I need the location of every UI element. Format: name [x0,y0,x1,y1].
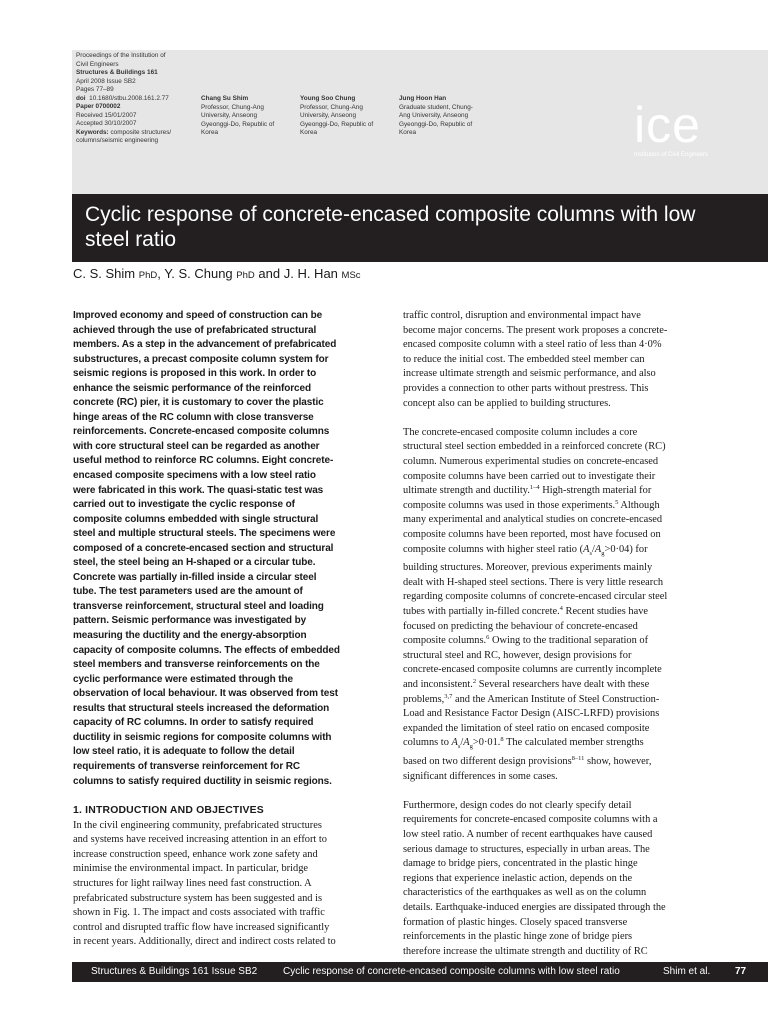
citation[interactable]: 8 [500,736,504,744]
footer-journal: Structures & Buildings 161 Issue SB2 [91,966,258,977]
text-line: steel, the steel being an H-shaped or a circular tube. [73,557,316,569]
keywords-label: Keywords: [76,128,109,136]
proceedings-line: Proceedings of the Institution of [76,52,166,59]
page-footer [72,962,768,982]
text-line: many experimental and analytical studies on concrete-encased [403,514,663,526]
text-line: dealt with H-shaped steel sections. There is very little research [403,576,664,588]
text-line: encased composite column with a steel ratio of less than 4·0% [403,339,662,351]
citation[interactable]: 1–4 [529,484,540,492]
text-line: based on two different design provisions$^{8-11}$ show, however, [403,754,652,767]
author-card [201,95,291,138]
text-line: achieved through the use of prefabricated structural [73,324,317,336]
text-line: steel members and transverse reinforcements on the [73,659,320,671]
text-line: traffic control, disruption and environmental impact have [403,310,641,321]
text-line: composite columns have been reported, most have focused on [403,528,661,540]
intro-paragraph [73,819,385,950]
text-line: Load and Resistance Factor Design (AISC-LRFD) provisions [403,708,660,720]
text-line: significant differences in some cases. [403,770,558,782]
author-affiliation: Korea [300,129,318,136]
text-line: hinge areas of the RC column with close transverse [73,411,314,423]
degree-2: PhD [236,270,255,281]
byline-and: and [258,266,281,281]
author-3: J. H. Han [283,266,338,281]
text-line: building structures. Moreover, previous experiments mainly [403,562,653,574]
text-line: damage to bridge piers, concentrated in the plastic hinge [403,858,638,870]
author-2: Y. S. Chung [164,266,233,281]
text-line: therefore increase the ultimate strength and ductility of RC [403,945,648,957]
text-line: seismic regions is proposed in this work. In order to [73,368,317,380]
text-line: serious damage to structures, especially in urban areas. The [403,843,650,855]
text-line: shown in Fig. 1. The impact and costs associated with traffic [73,907,325,919]
text-line: requirements for concrete-encased composite columns with a [403,814,658,826]
text-line: columns to satisfy required ductility in seismic regions. [73,775,332,787]
text-line: ultimate strength and ductility.$^{1-4}$ High-strength material for [403,484,652,497]
text-line: Improved economy and speed of construction can be [73,310,323,321]
text-line: and systems have received increasing attention in an effort to [73,834,328,846]
title-band [72,194,768,262]
keywords-line: columns/seismic engineering [76,137,159,144]
text-line: with core structural steel can be regarded as another [73,440,320,452]
text-line: low steel ratio. A number of recent earthquakes have caused [403,828,653,840]
citation[interactable]: 3,7 [444,692,453,700]
citation[interactable]: 5 [615,498,619,506]
text-line: and inconsistent.$^2$ Several researchers have dealt with these [403,677,650,690]
citation[interactable]: 2 [472,677,477,685]
text-line: composite columns with higher steel ratio $(A_s/A_g>0\cdot 04)$ for [403,543,648,557]
text-line: tubes with partially in-filled concrete.$^4$ Recent studies have [403,604,649,617]
text-line: members. As a step in the advancement of prefabricated [73,339,337,351]
text-line: measuring the ductility and the energy-absorption [73,630,307,642]
author-affiliation: University, Anseong [201,112,258,119]
body-paragraph [403,426,713,784]
text-line: Furthermore, design codes do not clearly specify detail [403,799,632,811]
paper-number: Paper 0700002 [76,103,121,110]
text-line: carried out to investigate the cyclic response of [73,499,295,511]
text-line: focused on predicting the behaviour of concrete-encased [403,620,638,632]
text-line: encased composite specimens with a low steel ratio [73,470,316,482]
byline: C. S. Shim PhD, Y. S. Chung PhD and J. H. Han MSc [73,266,361,281]
author-name: Young Soo Chung [300,95,356,102]
author-affiliation: Gyeonggi-Do, Republic of [300,120,374,128]
text-line: low steel ratio, it is adequate to follow the detail [73,746,295,758]
text-line: requirements of transverse reinforcement for RC [73,760,301,772]
received-date: Received 15/01/2007 [76,111,137,119]
issue-line: April 2008 Issue SB2 [76,77,136,85]
keywords-value: composite structures/ [110,128,172,136]
citation[interactable]: 6 [486,634,490,642]
text-line: to reduce the initial cost. The embedded steel member can [403,353,645,365]
author-affiliation: University, Anseong [300,112,357,119]
text-line: concept also can be applied to building structures. [403,397,611,409]
text-line: regions that experience inelastic action, depends on the [403,872,633,884]
author-affiliation: Korea [399,129,417,136]
left-column [73,309,385,950]
text-line: composite columns.$^6$ Owing to the traditional separation of [403,634,649,647]
author-affiliation: Ang University, Anseong [399,112,469,119]
article-header-band [72,50,768,194]
author-affiliation: Gyeonggi-Do, Republic of [201,120,275,128]
section-heading: 1. INTRODUCTION AND OBJECTIVES [73,805,264,817]
text-line: composite columns have been carried out to investigate their [403,470,656,482]
footer-title: Cyclic response of concrete-encased composite columns with low steel ratio [283,966,620,977]
author-affiliation: Professor, Chung-Ang [201,103,264,111]
text-line: minimise the environmental impact. In particular, bridge [73,863,309,875]
text-line: capacity of composite columns. The effects of embedded [73,644,340,656]
text-line: composite columns embedded with single structural [73,513,319,525]
degree-3: MSc [341,270,361,281]
ice-logo [634,97,734,158]
doi-label: doi [76,94,86,102]
text-line: reinforcements. Concrete-encased composite columns [73,426,330,438]
degree-1: PhD [138,270,158,281]
text-line: structures for light railway lines need fast construction. A [73,878,312,890]
author-affiliation: Gyeonggi-Do, Republic of [399,120,473,128]
body-paragraph [403,309,713,411]
text-line: structural steel section embedded in a reinforced concrete (RC) [403,441,666,453]
text-line: cyclic performance were estimated through the [73,673,294,685]
text-line: concrete-encased composite columns are currently incomplete [403,664,662,676]
doi-value[interactable]: 10.1680/stbu.2008.161.2.77 [89,94,169,102]
text-line: ductility in seismic regions for composite columns with [73,731,332,743]
text-line: regarding composite columns of concrete-encased circular steel [403,591,668,603]
citation[interactable]: 8–11 [571,754,585,762]
text-line: formation of plastic hinges. Closely spaced transverse [403,916,628,928]
page-number: 77 [735,966,747,977]
text-line: characteristics of the earthquakes as well as on the column [403,887,647,899]
text-line: Concrete was partially in-filled inside a circular steel [73,571,317,583]
text-line: increase ultimate strength and seismic performance, and also [403,368,656,380]
text-line: observation of local behaviour. It was observed from test [73,688,338,700]
journal-name: Structures & Buildings 161 [76,69,158,76]
article-title: Cyclic response of concrete-encased composite columns with low steel ratio [85,203,696,251]
text-line: composite columns was used in those experiments.$^5$ Although [403,498,660,511]
right-column [403,309,713,959]
author-name: Jung Hoon Han [399,95,447,102]
author-card [399,95,489,138]
author-card [300,95,390,138]
text-line: In the civil engineering community, prefabricated structures [73,819,322,831]
text-line: substructures, a precast composite column system for [73,353,329,365]
citation[interactable]: 4 [559,604,563,612]
doi-line [76,95,194,104]
text-line: enhance the seismic performance of the reinforced [73,382,311,394]
text-line: increase construction speed, enhance work zone safety and [73,848,318,860]
accepted-date: Accepted 30/10/2007 [76,120,137,127]
text-line: become major concerns. The present work proposes a concrete- [403,324,668,336]
pages-line: Pages 77–89 [76,86,114,93]
text-line: details. Earthquake-induced energies are dissipated through the [403,901,666,913]
text-line: useful method to reinforce RC columns. Eight concrete- [73,455,334,467]
text-line: problems,$^{3,7}$ and the American Institute of Steel Construction- [403,692,660,705]
text-line: pattern. Seismic performance was investigated by [73,615,307,627]
text-line: tube. The test parameters used are the amount of [73,586,303,598]
text-line: reinforcements in the plastic hinge zone of bridge piers [403,931,633,943]
text-line: capacity of RC columns. In order to satisfy required [73,717,314,729]
footer-authors: Shim et al. [663,966,711,977]
proceedings-line: Civil Engineers [76,60,119,68]
text-line: results that structural steels increased the deformation [73,702,330,714]
text-line: transverse reinforcement, structural steel and loading [73,600,324,612]
body-paragraph [403,799,713,960]
author-affiliation: Korea [201,129,219,136]
text-line: column. Numerous experimental studies on concrete-encased [403,455,659,467]
logo-subtitle: Institution of Civil Engineers [634,152,709,158]
author-affiliation: Graduate student, Chung- [399,103,473,111]
text-line: The concrete-encased composite column includes a core [403,426,638,438]
keywords-line [76,129,194,138]
author-name: Chang Su Shim [201,95,249,102]
text-line: provides a connection to other parts without prestress. This [403,382,649,394]
text-line: columns to $A_s/A_g>0\cdot 01.^8$ The calculated member strengths [403,736,644,751]
logo-wordmark: ice [634,97,701,153]
abstract [73,309,385,789]
text-line: prefabricated substructure system has been suggested and is [73,892,323,904]
text-line: control and disrupted traffic flow have increased significantly [73,921,330,933]
text-line: in recent years. Additionally, direct and indirect costs related to [73,936,336,948]
text-line: concrete (RC) pier, it is customary to cover the plastic [73,397,324,409]
author-affiliation: Professor, Chung-Ang [300,103,363,111]
text-line: were fabricated in this work. The quasi-static test was [73,484,324,496]
publication-info [76,52,194,146]
text-line: composed of a concrete-encased section and structural [73,542,334,554]
author-1: C. S. Shim [73,266,136,281]
text-line: structural steel and RC, however, design provisions for [403,649,632,661]
text-line: expanded the limitation of steel ratio on encased composite [403,722,650,734]
text-line: steel and multiple structural steels. The specimens were [73,528,336,540]
